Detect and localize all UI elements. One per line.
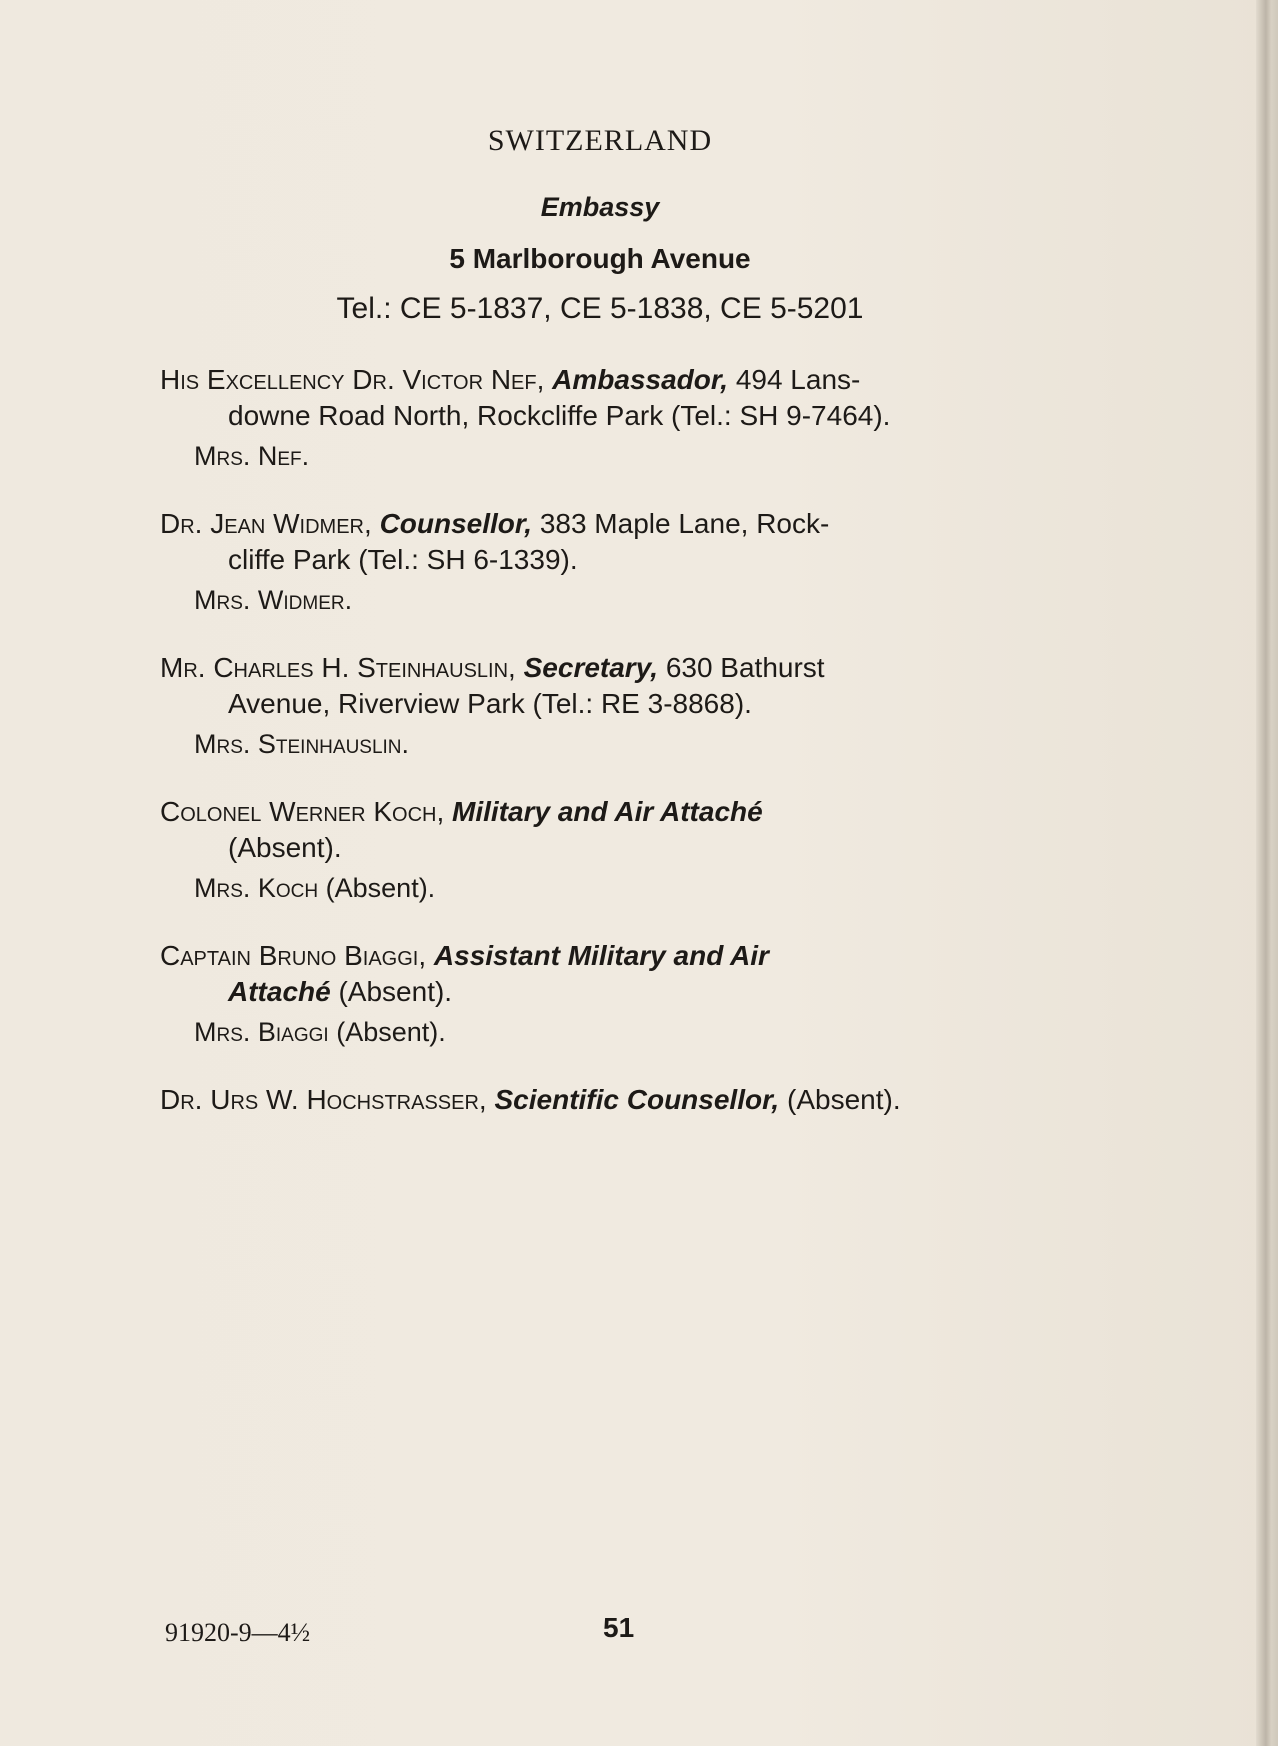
- entry-line-continued: Avenue, Riverview Park (Tel.: RE 3-8868).: [228, 688, 752, 719]
- staff-details: 494 Lans-: [735, 364, 861, 395]
- entry-line: [160, 1082, 1070, 1118]
- spouse: Mrs. Widmer.: [194, 585, 353, 615]
- staff-title: Military and Air Attaché: [452, 796, 763, 827]
- staff-name: Captain Bruno Biaggi,: [160, 940, 427, 971]
- staff-title: Ambassador,: [552, 364, 729, 395]
- staff-entry-scientific-counsellor: [160, 1082, 1070, 1118]
- staff-entry-ambassador: [160, 362, 1070, 474]
- embassy-subtitle: Embassy: [540, 192, 660, 222]
- staff-details: 630 Bathurst: [665, 652, 825, 683]
- entry-line-continued: [160, 974, 1070, 1010]
- entry-line: [160, 362, 1070, 398]
- spouse-name: Mrs. Koch: [194, 873, 319, 903]
- staff-entry-counsellor: [160, 506, 1070, 618]
- staff-entry-military-attache: [160, 794, 1070, 906]
- entry-line: [160, 506, 1070, 542]
- page-number: 51: [603, 1612, 635, 1643]
- staff-list: [160, 362, 1070, 1150]
- book-spine-edge: [1256, 0, 1278, 1746]
- staff-title: Secretary,: [523, 652, 659, 683]
- entry-line-continued: downe Road North, Rockcliffe Park (Tel.: SH 9-7464).: [228, 400, 891, 431]
- spouse-note: (Absent).: [325, 873, 436, 903]
- spouse: Mrs. Nef.: [194, 441, 310, 471]
- staff-entry-assistant-attache: [160, 938, 1070, 1050]
- staff-name: Dr. Urs W. Hochstrasser,: [160, 1084, 487, 1115]
- staff-title-continued: Attaché: [228, 976, 331, 1007]
- spouse: Mrs. Steinhauslin.: [194, 729, 410, 759]
- spouse-note: (Absent).: [336, 1017, 446, 1047]
- embassy-address: 5 Marlborough Avenue: [449, 243, 751, 274]
- staff-name: His Excellency Dr. Victor Nef,: [160, 364, 545, 395]
- staff-name: Dr. Jean Widmer,: [160, 508, 372, 539]
- staff-entry-secretary: [160, 650, 1070, 762]
- entry-line: [160, 650, 1070, 686]
- staff-name: Mr. Charles H. Steinhauslin,: [160, 652, 516, 683]
- entry-line: [160, 794, 1070, 830]
- spouse: [160, 870, 1070, 906]
- embassy-phones: Tel.: CE 5-1837, CE 5-1838, CE 5-5201: [336, 292, 864, 325]
- entry-line-continued: (Absent).: [228, 832, 342, 863]
- staff-title: Scientific Counsellor,: [494, 1084, 780, 1115]
- staff-title: Counsellor,: [379, 508, 533, 539]
- country-heading: SWITZERLAND: [487, 124, 713, 157]
- staff-details: 383 Maple Lane, Rock-: [539, 508, 830, 539]
- spouse-name: Mrs. Biaggi: [194, 1017, 329, 1047]
- entry-line-continued: cliffe Park (Tel.: SH 6-1339).: [228, 544, 578, 575]
- print-code: 91920-9—4½: [165, 1618, 311, 1647]
- staff-details: (Absent).: [787, 1084, 901, 1115]
- spouse: [160, 1014, 1070, 1050]
- staff-details: (Absent).: [338, 976, 453, 1007]
- staff-name: Colonel Werner Koch,: [160, 796, 445, 827]
- staff-title: Assistant Military and Air: [433, 940, 769, 971]
- entry-line: [160, 938, 1070, 974]
